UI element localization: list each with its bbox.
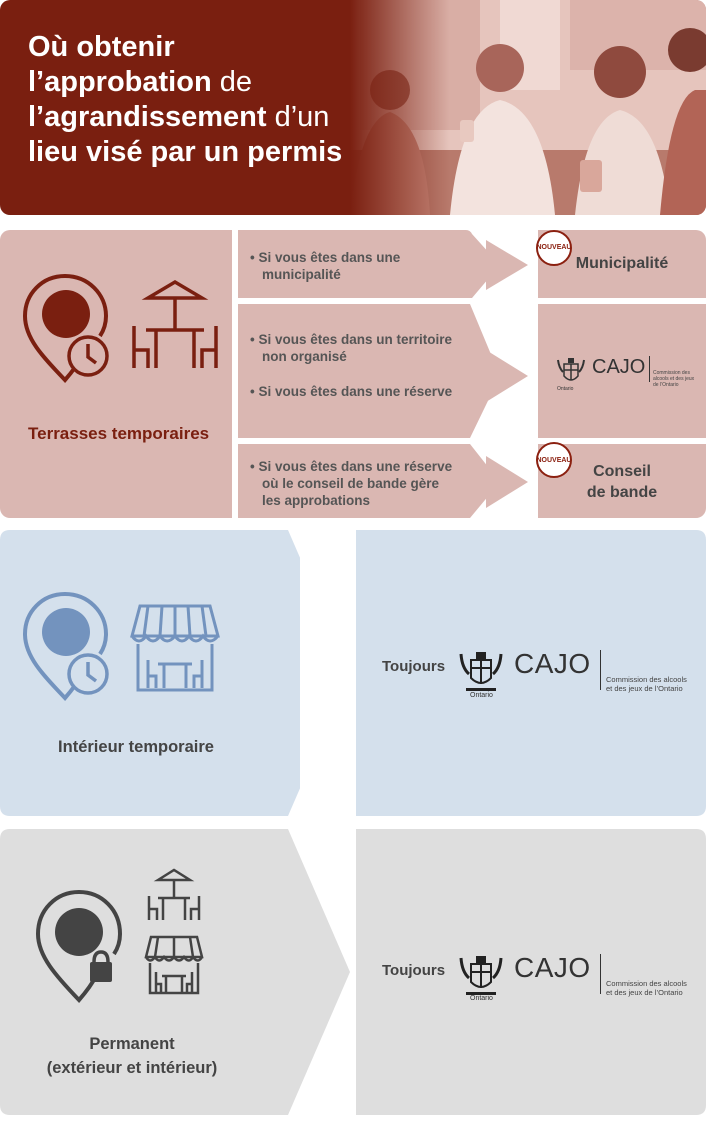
bullet-item: • Si vous êtes dans une municipalité xyxy=(250,249,460,283)
location-clock-icon xyxy=(22,272,112,384)
location-clock-icon xyxy=(22,590,112,702)
ontario-crest-icon xyxy=(458,954,504,998)
new-badge-text: NOUVEAU xyxy=(536,244,572,251)
header-photo xyxy=(350,0,706,215)
row2-bullets xyxy=(250,331,460,418)
temporary-indoor-label: Intérieur temporaire xyxy=(58,738,214,756)
cajo-logo-sub: Commission des alcools et des jeux de l’Ontario xyxy=(606,675,687,693)
temporary-patio-label: Terrasses temporaires xyxy=(28,424,210,443)
patio-table-icon xyxy=(128,278,222,372)
crest-province-small: Ontario xyxy=(557,386,574,392)
cajo-logo-small: CAJO xyxy=(592,356,646,378)
cajo-logo: CAJO xyxy=(514,648,591,679)
bullet-item: • Si vous êtes dans une réserve xyxy=(250,383,460,400)
cajo-logo: CAJO xyxy=(514,952,591,983)
always-label: Toujours xyxy=(382,962,446,979)
row1-bullets xyxy=(250,249,460,301)
storefront-icon xyxy=(144,934,204,996)
page-title: Où obtenir l’approbation de l’agrandissement d’un lieu visé par un permis xyxy=(28,31,343,168)
row3-bullets xyxy=(250,458,460,527)
logo-divider xyxy=(600,650,601,690)
cajo-logo-small-sub: Commission des alcools et des jeux de l’Ontario xyxy=(653,370,695,388)
crest-province: Ontario xyxy=(470,995,493,1002)
new-badge-text: NOUVEAU xyxy=(536,457,572,464)
storefront-icon xyxy=(130,602,220,694)
logo-divider xyxy=(600,954,601,994)
ontario-crest-icon xyxy=(556,354,586,388)
cajo-logo-sub: Commission des alcools et des jeux de l’Ontario xyxy=(606,979,687,997)
logo-divider xyxy=(649,356,650,382)
always-label: Toujours xyxy=(382,658,446,675)
permanent-label: Permanent (extérieur et intérieur) xyxy=(46,1035,218,1077)
crest-province: Ontario xyxy=(470,692,493,699)
bullet-item: • Si vous êtes dans une réserve où le conseil de bande gère les approbations xyxy=(250,458,460,509)
ontario-crest-icon xyxy=(458,650,504,694)
patio-table-icon xyxy=(146,868,202,922)
header-banner xyxy=(0,0,706,215)
authority-municipality-label: Municipalité xyxy=(575,255,669,272)
location-lock-icon xyxy=(34,888,126,1004)
bullet-item: • Si vous êtes dans un territoire non organisé xyxy=(250,331,460,365)
authority-band-council-label: Conseil de bande xyxy=(586,463,658,501)
